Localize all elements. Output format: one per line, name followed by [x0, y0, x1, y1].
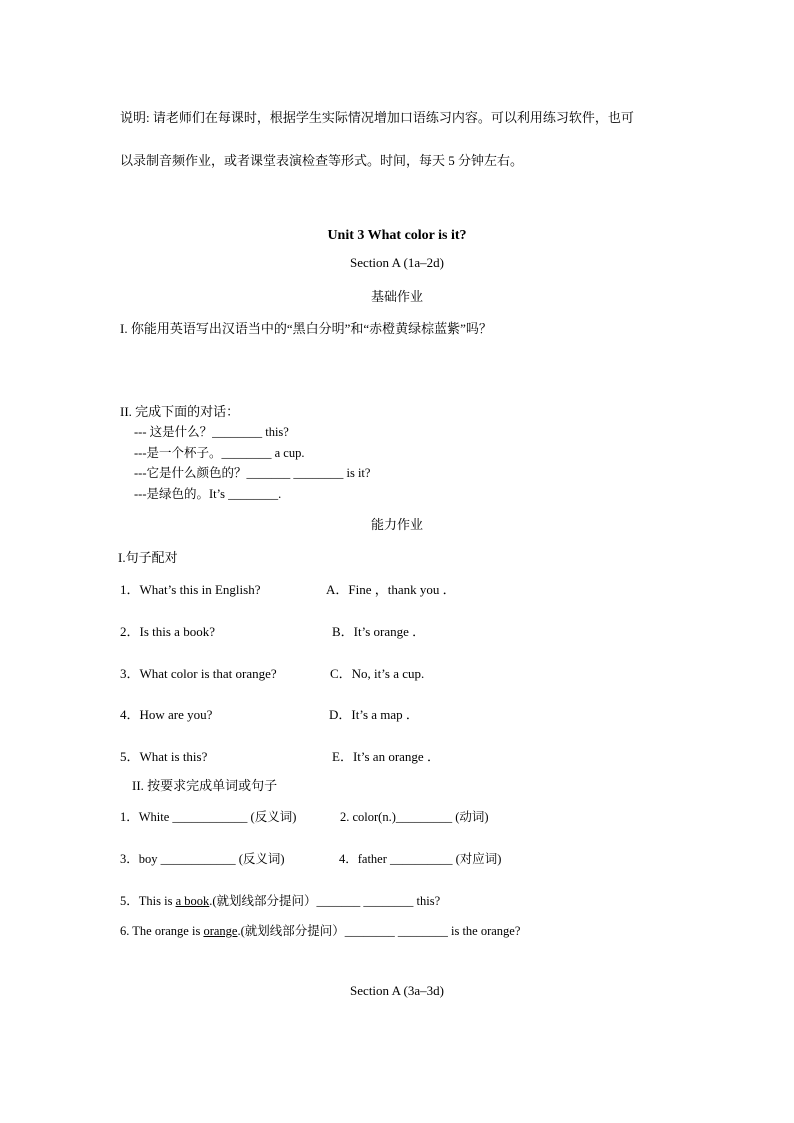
- question-1: I. 你能用英语写出汉语当中的“黑白分明”和“赤橙黄绿棕蓝紫”吗？: [120, 321, 492, 336]
- complete-item-3: 3．boy ____________ (反义词): [120, 852, 285, 866]
- note-line-1: 说明: 请老师们在每课时，根据学生实际情况增加口语练习内容。可以利用练习软件，也可: [120, 110, 634, 125]
- note-line-2: 以录制音频作业，或者课堂表演检查等形式。时间，每天 5 分钟左右。: [120, 153, 524, 168]
- matching-title: I.句子配对: [118, 550, 178, 565]
- match-question: 2．Is this a book?: [120, 624, 215, 639]
- complete-item-5: [120, 891, 440, 909]
- match-question: 4．How are you?: [120, 707, 213, 722]
- item-5-suffix: .(就划线部分提问）_______ ________ this?: [209, 894, 441, 908]
- dialog-line: ---它是什么颜色的？_______ ________ is it?: [134, 466, 371, 480]
- match-answer: A．Fine ，thank you ．: [326, 582, 456, 597]
- item-5-prefix: 5．This is: [120, 894, 176, 908]
- section-heading-2: Section A (3a–3d): [350, 983, 444, 998]
- complete-item-2: 2. color(n.)_________ (动词): [340, 810, 489, 824]
- match-question: 3．What color is that orange?: [120, 666, 277, 681]
- complete-item-1: 1．White ____________ (反义词): [120, 810, 297, 824]
- complete-item-4: 4．father __________ (对应词): [339, 852, 502, 866]
- dialog-line: ---是一个杯子。________ a cup.: [134, 446, 305, 460]
- match-question: 5．What is this?: [120, 749, 208, 764]
- dialog-line: --- 这是什么？________ this?: [134, 425, 289, 439]
- item-6-suffix: .(就划线部分提问）________ ________ is the orange?: [237, 924, 521, 938]
- complete-title: II. 按要求完成单词或句子: [132, 778, 278, 793]
- item-6-underlined: orange: [203, 924, 238, 938]
- item-5-underlined: a book: [175, 894, 210, 908]
- match-question: 1．What’s this in English?: [120, 582, 261, 597]
- question-2-title: II. 完成下面的对话：: [120, 404, 240, 419]
- item-6-prefix: 6. The orange is: [120, 924, 204, 938]
- match-answer: C．No, it’s a cup.: [330, 666, 425, 681]
- unit-title: Unit 3 What color is it?: [327, 228, 467, 243]
- match-answer: D．It’s a map ．: [329, 707, 419, 722]
- basic-homework-heading: 基础作业: [370, 289, 423, 304]
- match-answer: E．It’s an orange ．: [332, 749, 440, 764]
- section-heading-1: Section A (1a–2d): [350, 255, 444, 270]
- complete-item-6: [120, 921, 520, 939]
- dialog-line: ---是绿色的。It’s ________.: [134, 487, 282, 501]
- match-answer: B．It’s orange ．: [332, 624, 426, 639]
- ability-homework-heading: 能力作业: [370, 517, 423, 532]
